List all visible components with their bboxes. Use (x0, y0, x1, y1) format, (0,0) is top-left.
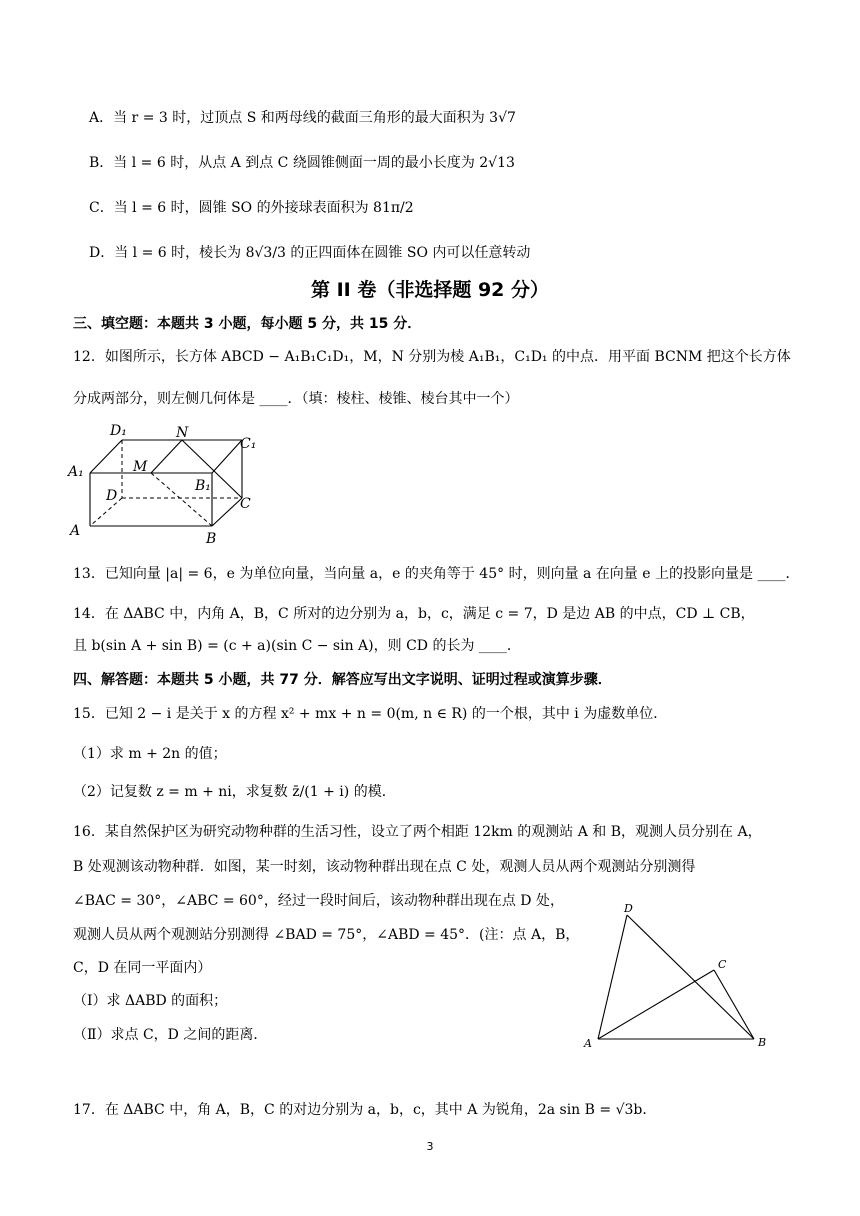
label-d: D (106, 488, 118, 504)
option-b: B．当 l = 6 时，从点 A 到点 C 绕圆锥侧面一周的最小长度为 2√13 (89, 155, 515, 171)
label-b: B (206, 531, 217, 547)
tri-label-b: B (758, 1036, 767, 1049)
label-d1: D₁ (110, 423, 127, 439)
label-m: M (133, 459, 148, 475)
q16-part1: （Ⅰ）求 ΔABD 的面积； (73, 993, 228, 1009)
q13: 13．已知向量 |a| = 6，e 为单位向量，当向量 a，e 的夹角等于 45° 时，则向量 a 在向量 e 上的投影向量是 ____． (73, 566, 800, 582)
q16-line1: 16．某自然保护区为研究动物种群的生活习性，设立了两个相距 12km 的观测站 A 和 B，观测人员分别在 A， (73, 824, 762, 840)
cuboid-figure (60, 418, 270, 550)
q16-line4: 观测人员从两个观测站分别测得 ∠BAD = 75°，∠ABD = 45°．(注：点 A，B， (73, 927, 580, 943)
label-b1: B₁ (195, 478, 211, 494)
label-a: A (70, 523, 81, 539)
tri-label-a: A (584, 1037, 592, 1050)
option-d: D．当 l = 6 时，棱长为 8√3/3 的正四面体在圆锥 SO 内可以任意转动 (89, 245, 531, 261)
q12-line1: 12．如图所示，长方体 ABCD − A₁B₁C₁D₁，M，N 分别为棱 A₁B₁，C₁D₁ 的中点．用平面 BCNM 把这个长方体 (73, 349, 791, 365)
label-n: N (176, 425, 189, 441)
q15-line1: 15．已知 2 − i 是关于 x 的方程 x² + mx + n = 0(m, n ∈ R) 的一个根，其中 i 为虚数单位． (73, 706, 668, 722)
q14-line2: 且 b(sin A + sin B) = (c + a)(sin C − sin A)，则 CD 的长为 ____． (73, 638, 521, 654)
q15-part1: （1）求 m + 2n 的值； (73, 746, 227, 762)
page-number: 3 (426, 1140, 434, 1153)
q12-line2: 分成两部分，则左侧几何体是 ____．（填：棱柱、棱锥、棱台其中一个） (73, 391, 519, 407)
label-a1: A₁ (68, 464, 84, 480)
q16-line5: C，D 在同一平面内） (73, 960, 212, 976)
label-c1: C₁ (240, 436, 257, 452)
section-title: 第 II 卷（非选择题 92 分） (310, 279, 550, 301)
q15-part2: （2）记复数 z = m + ni，求复数 z̄/(1 + i) 的模． (73, 784, 396, 800)
triangle-figure (578, 898, 778, 1056)
tri-label-c: C (718, 958, 727, 971)
q16-line3: ∠BAC = 30°，∠ABC = 60°，经过一段时间后，该动物种群出现在点 D 处， (73, 893, 564, 909)
option-c: C．当 l = 6 时，圆锥 SO 的外接球表面积为 81π/2 (89, 200, 414, 216)
q17: 17．在 ΔABC 中，角 A，B，C 的对边分别为 a，b，c，其中 A 为锐角，2a sin B = √3b． (73, 1102, 657, 1118)
fill-in-heading: 三、填空题：本题共 3 小题，每小题 5 分，共 15 分． (73, 316, 422, 332)
option-a: A．当 r = 3 时，过顶点 S 和两母线的截面三角形的最大面积为 3√7 (89, 110, 516, 126)
label-c: C (240, 496, 251, 512)
q16-part2: （Ⅱ）求点 C，D 之间的距离． (73, 1027, 268, 1043)
q16-line2: B 处观测该动物种群．如图，某一时刻，该动物种群出现在点 C 处，观测人员从两个观测站分别测得 (73, 859, 696, 875)
q14-line1: 14．在 ΔABC 中，内角 A，B，C 所对的边分别为 a，b，c，满足 c = 7，D 是边 AB 的中点，CD ⊥ CB， (73, 606, 755, 622)
solve-heading: 四、解答题：本题共 5 小题，共 77 分．解答应写出文字说明、证明过程或演算步骤． (73, 672, 612, 688)
tri-label-d: D (624, 902, 633, 915)
